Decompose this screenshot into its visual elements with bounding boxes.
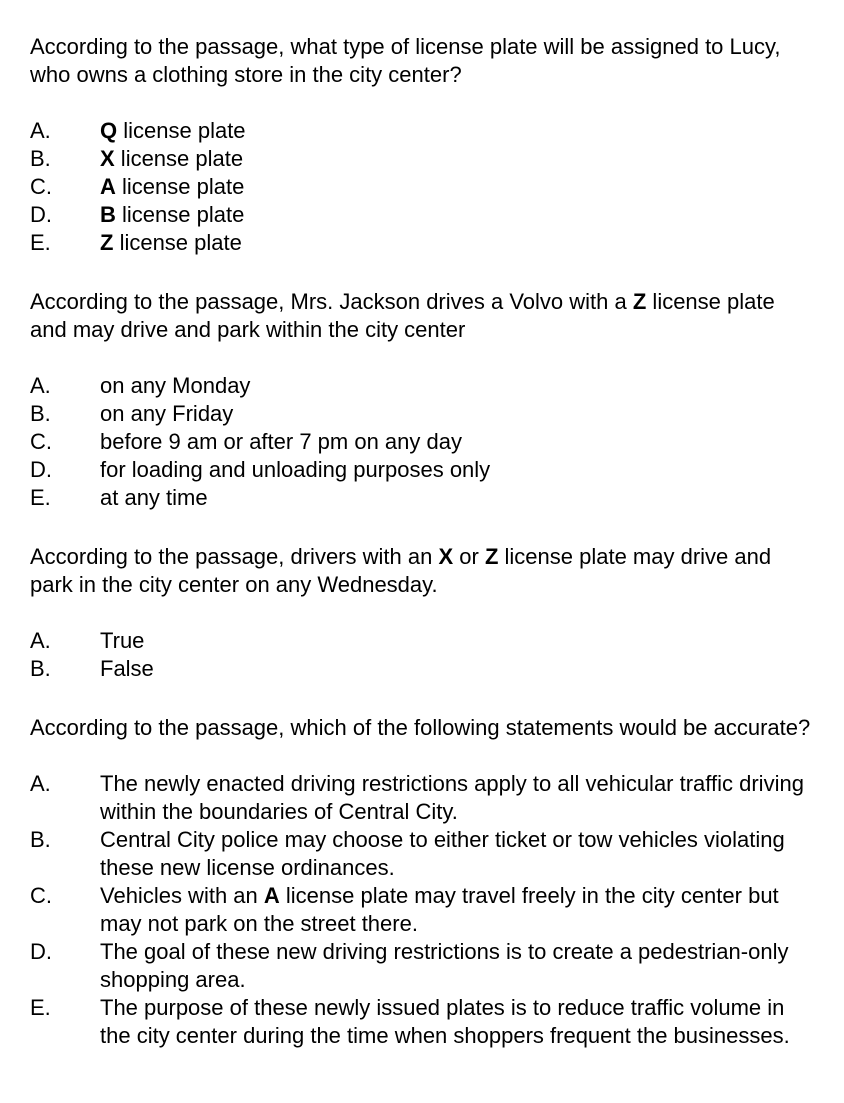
question-1-option-d	[30, 201, 816, 229]
question-2-option-a	[30, 372, 816, 400]
question-3	[30, 543, 816, 683]
option-letter: C.	[30, 883, 52, 908]
option-text: True	[100, 628, 145, 653]
option-letter: D.	[30, 202, 52, 227]
question-1-option-a	[30, 117, 816, 145]
option-letter: A.	[30, 118, 51, 143]
question-4	[30, 714, 816, 1050]
option-letter: D.	[30, 457, 52, 482]
question-4-option-d	[30, 938, 816, 994]
option-text: Z license plate	[100, 230, 242, 255]
option-letter: A.	[30, 628, 51, 653]
question-1-options	[30, 117, 816, 257]
question-2-option-c	[30, 428, 816, 456]
option-letter: A.	[30, 373, 51, 398]
question-1-prompt: According to the passage, what type of license plate will be assigned to Lucy, who owns a clothing store in the city center?	[30, 34, 781, 87]
question-4-option-a	[30, 770, 816, 826]
question-3-prompt: According to the passage, drivers with an X or Z license plate may drive and park in the city center on any Wednesday.	[30, 544, 772, 597]
option-text: at any time	[100, 485, 208, 510]
question-1-option-c	[30, 173, 816, 201]
option-letter: B.	[30, 401, 51, 426]
question-2-options	[30, 372, 816, 512]
question-2-option-e	[30, 484, 816, 512]
option-letter: B.	[30, 827, 51, 852]
question-1	[30, 33, 816, 257]
question-2-option-b	[30, 400, 816, 428]
option-letter: D.	[30, 939, 52, 964]
question-1-option-e	[30, 229, 816, 257]
option-text: on any Monday	[100, 373, 251, 398]
option-text: X license plate	[100, 146, 244, 171]
option-text: The goal of these new driving restrictions is to create a pedestrian-only shopping area.	[100, 939, 789, 992]
option-letter: A.	[30, 771, 51, 796]
question-4-option-c	[30, 882, 816, 938]
option-text: The newly enacted driving restrictions apply to all vehicular traffic driving within the boundaries of Central City.	[100, 771, 804, 824]
question-2	[30, 288, 816, 512]
option-letter: C.	[30, 174, 52, 199]
question-3-option-a	[30, 627, 816, 655]
option-letter: B.	[30, 146, 51, 171]
question-4-option-b	[30, 826, 816, 882]
question-4-prompt: According to the passage, which of the following statements would be accurate?	[30, 715, 811, 740]
option-text: The purpose of these newly issued plates is to reduce traffic volume in the city center during the time when shoppers frequent the businesses.	[100, 995, 790, 1048]
option-text: Central City police may choose to either ticket or tow vehicles violating these new license ordinances.	[100, 827, 785, 880]
question-4-option-e	[30, 994, 816, 1050]
question-3-option-b	[30, 655, 816, 683]
question-1-option-b	[30, 145, 816, 173]
option-text: before 9 am or after 7 pm on any day	[100, 429, 462, 454]
option-letter: E.	[30, 230, 51, 255]
option-text: Q license plate	[100, 118, 246, 143]
option-text: B license plate	[100, 202, 245, 227]
option-letter: B.	[30, 656, 51, 681]
question-4-options	[30, 770, 816, 1050]
option-letter: E.	[30, 995, 51, 1020]
option-text: for loading and unloading purposes only	[100, 457, 491, 482]
option-text: on any Friday	[100, 401, 234, 426]
question-3-options	[30, 627, 816, 683]
option-letter: E.	[30, 485, 51, 510]
option-text: A license plate	[100, 174, 245, 199]
question-2-option-d	[30, 456, 816, 484]
option-letter: C.	[30, 429, 52, 454]
option-text: Vehicles with an A license plate may travel freely in the city center but may not park on the street there.	[100, 883, 779, 936]
option-text: False	[100, 656, 154, 681]
question-2-prompt: According to the passage, Mrs. Jackson drives a Volvo with a Z license plate and may drive and park within the city center	[30, 289, 775, 342]
